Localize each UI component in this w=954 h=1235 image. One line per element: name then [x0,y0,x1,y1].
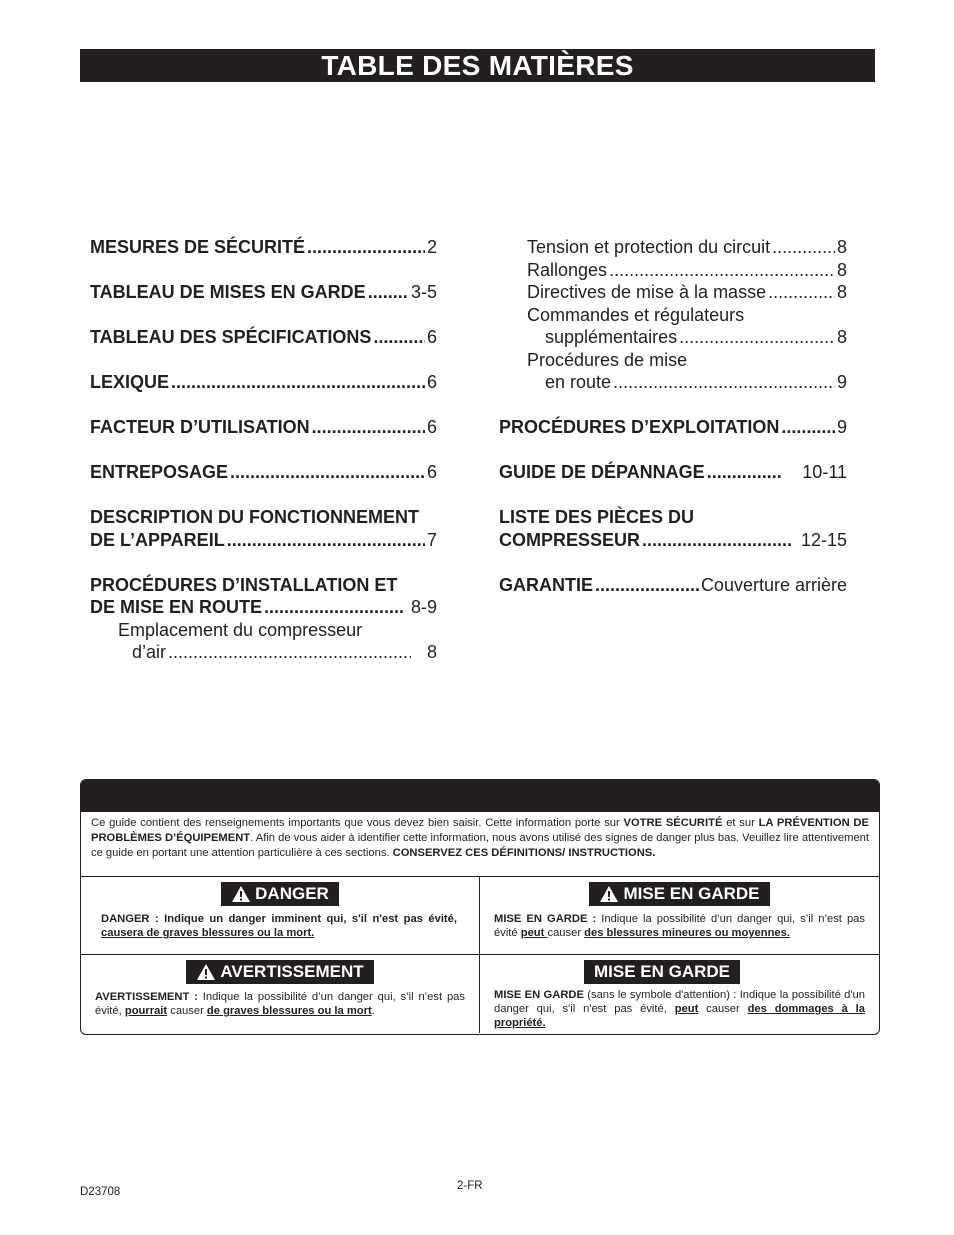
toc-label: d’air [132,642,167,662]
toc-right-column [499,236,847,619]
toc-label: Procédures de mise [527,349,688,370]
toc-entry [90,574,437,619]
danger-badge-label: DANGER [255,884,329,903]
danger-text [95,912,465,940]
toc-page: 6 [426,372,437,392]
toc-label: DE MISE EN ROUTE [90,597,263,617]
toc-left-column [90,236,437,664]
warning-triangle-icon [599,885,619,903]
toc-leader [368,281,409,304]
toc-leader [373,326,425,349]
toc-page: Couverture arrière [700,574,847,595]
toc-leader [613,371,835,394]
toc-leader [171,371,425,394]
toc-page: 6 [426,327,437,347]
toc-leader [307,236,425,259]
warning-badge-label: AVERTISSEMENT [220,962,364,981]
toc-entry [499,349,847,394]
toc-page: 10-11 [802,462,847,482]
toc-leader [168,641,411,664]
toc-label: en route [545,372,612,392]
caution-nosymbol-badge [584,960,740,984]
caution-nosymbol-text [494,988,865,1031]
title-bar [80,49,875,82]
toc-entry [90,236,437,259]
toc-label: TABLEAU DE MISES EN GARDE [90,282,366,302]
signal-grid [81,877,879,1033]
toc-label: COMPRESSEUR [499,529,641,550]
toc-leader [642,529,793,552]
toc-page: 6 [426,462,437,482]
caution-text-part: causer [547,927,585,940]
toc-label: Rallonges [527,259,608,280]
warning-text-part: . [371,1005,375,1018]
caution-nosymbol-cell [480,955,879,1033]
toc-page: 8 [836,259,847,280]
warning-triangle-icon [196,963,216,981]
toc-entry [90,506,437,551]
warning-underline: de graves blessures ou la mort [206,1005,372,1018]
toc-label: Emplacement du compresseur [118,619,363,640]
toc-entry [90,416,437,439]
caution-nosymbol-badge-label: MISE EN GARDE [594,962,731,981]
toc-entry [499,461,847,484]
intro-text: et sur [722,817,759,829]
caution-nosymbol-text-part: causer [698,1003,748,1016]
toc-entry [90,619,437,664]
toc-entry [499,259,847,282]
toc-page: 8 [836,327,847,347]
toc-entry [499,281,847,304]
caution-nosymbol-underline: peut [674,1003,699,1016]
intro-text: Ce guide contient des renseignements importants que vous devez bien saisir. Cette information porte sur [91,817,624,829]
caution-badge [589,882,769,906]
caution-symbol-text [494,912,865,940]
caution-nosymbol-text-part: (sans le symbole d'attention) : Indique la possibilité d'un danger qui, s'il n'est pas évité, [494,989,865,1016]
toc-entry [90,326,437,349]
toc-page: 6 [426,417,437,437]
toc-label: FACTEUR D’UTILISATION [90,417,310,437]
toc-leader [312,416,425,439]
toc-leader [595,574,699,597]
toc-entry [90,371,437,394]
toc-page: 8 [836,282,847,302]
document-code: D23708 [80,1186,121,1198]
toc-label: Directives de mise à la masse [527,282,767,302]
toc-leader [768,281,835,304]
caution-bold: MISE EN GARDE : [494,913,597,925]
toc-entry [499,574,847,597]
toc-page: 3-5 [410,282,437,302]
toc-label: LEXIQUE [90,372,170,392]
toc-leader [707,461,783,484]
warning-triangle-icon [231,885,251,903]
toc-leader [772,236,835,259]
warning-bold: AVERTISSEMENT : [95,991,198,1003]
toc-label: GARANTIE [499,574,593,595]
toc-page: 8-9 [410,597,437,617]
intro-bold: VOTRE SÉCURITÉ [623,817,723,829]
toc-page: 2 [426,237,437,257]
warning-badge [186,960,373,984]
caution-nosymbol-underline: des dommages à la propriété. [494,1003,865,1030]
signal-words-box [80,779,880,1035]
intro-bold: LA PRÉVENTION DE PROBLÈMES D’ÉQUIPEMENT [91,817,869,844]
danger-bold: DANGER : Indique un danger imminent qui, s'il n'est pas évité, [101,913,457,925]
toc-page: 8 [836,237,847,257]
toc-leader [679,326,835,349]
signal-box-intro [81,812,879,877]
danger-cell [81,877,480,955]
warning-text [95,990,465,1018]
toc-label: LISTE DES PIÈCES DU [499,507,695,527]
toc-label: PROCÉDURES D’INSTALLATION ET [90,574,398,595]
danger-underline: causera de graves blessures ou la mort. [101,927,315,940]
toc-entry [499,304,847,349]
toc-page: 9 [836,417,847,437]
toc-entry [499,416,847,439]
toc-entry [90,461,437,484]
toc-leader [230,461,425,484]
toc-label: MESURES DE SÉCURITÉ [90,237,306,257]
toc-label: DESCRIPTION DU FONCTIONNEMENT [90,507,420,527]
page-title: TABLE DES MATIÈRES [321,50,634,81]
warning-cell [81,955,480,1033]
toc-leader [609,259,835,282]
toc-entry [499,236,847,259]
toc-page: 9 [836,372,847,392]
toc-label: GUIDE DE DÉPANNAGE [499,462,705,482]
intro-text: . Afin de vous aider à identifier cette information, nous avons utilisé des signes de danger plus bas. Veuillez lire attentivement ce guide en portant une attention particulière à ces sections. [91,831,869,859]
toc-label: ENTREPOSAGE [90,462,229,482]
intro-bold: CONSERVEZ CES DÉFINITIONS/ INSTRUCTIONS. [392,846,656,859]
warning-underline: pourrait [124,1005,168,1018]
warning-text-part: Indique la possibilité d’un danger qui, s’il n’est pas évité, [95,991,465,1018]
caution-badge-label: MISE EN GARDE [623,884,760,903]
caution-text-part: Indique la possibilité d’un danger qui, s’il n’est pas évité [494,913,865,940]
caution-symbol-cell [480,877,879,955]
toc-label: Tension et protection du circuit [527,237,771,257]
danger-badge [221,882,339,906]
toc-page: 12-15 [800,529,847,550]
toc-page: 7 [426,529,437,550]
signal-box-header [81,780,879,812]
caution-nosymbol-bold: MISE EN GARDE [494,989,584,1001]
toc-entry [90,281,437,304]
toc-label: Commandes et régulateurs [527,304,745,325]
toc-leader [781,416,835,439]
toc-label: DE L’APPAREIL [90,529,225,550]
toc-leader [264,596,403,619]
toc-label: TABLEAU DES SPÉCIFICATIONS [90,327,372,347]
caution-underline: peut [520,927,548,940]
caution-underline: des blessures mineures ou moyennes. [584,927,790,940]
page-number: 2-FR [457,1180,483,1192]
toc-leader [227,529,425,552]
toc-page: 8 [426,642,437,662]
toc-label: supplémentaires [545,327,678,347]
warning-text-part: causer [167,1005,207,1018]
toc-entry [499,506,847,551]
toc-label: PROCÉDURES D’EXPLOITATION [499,417,780,437]
